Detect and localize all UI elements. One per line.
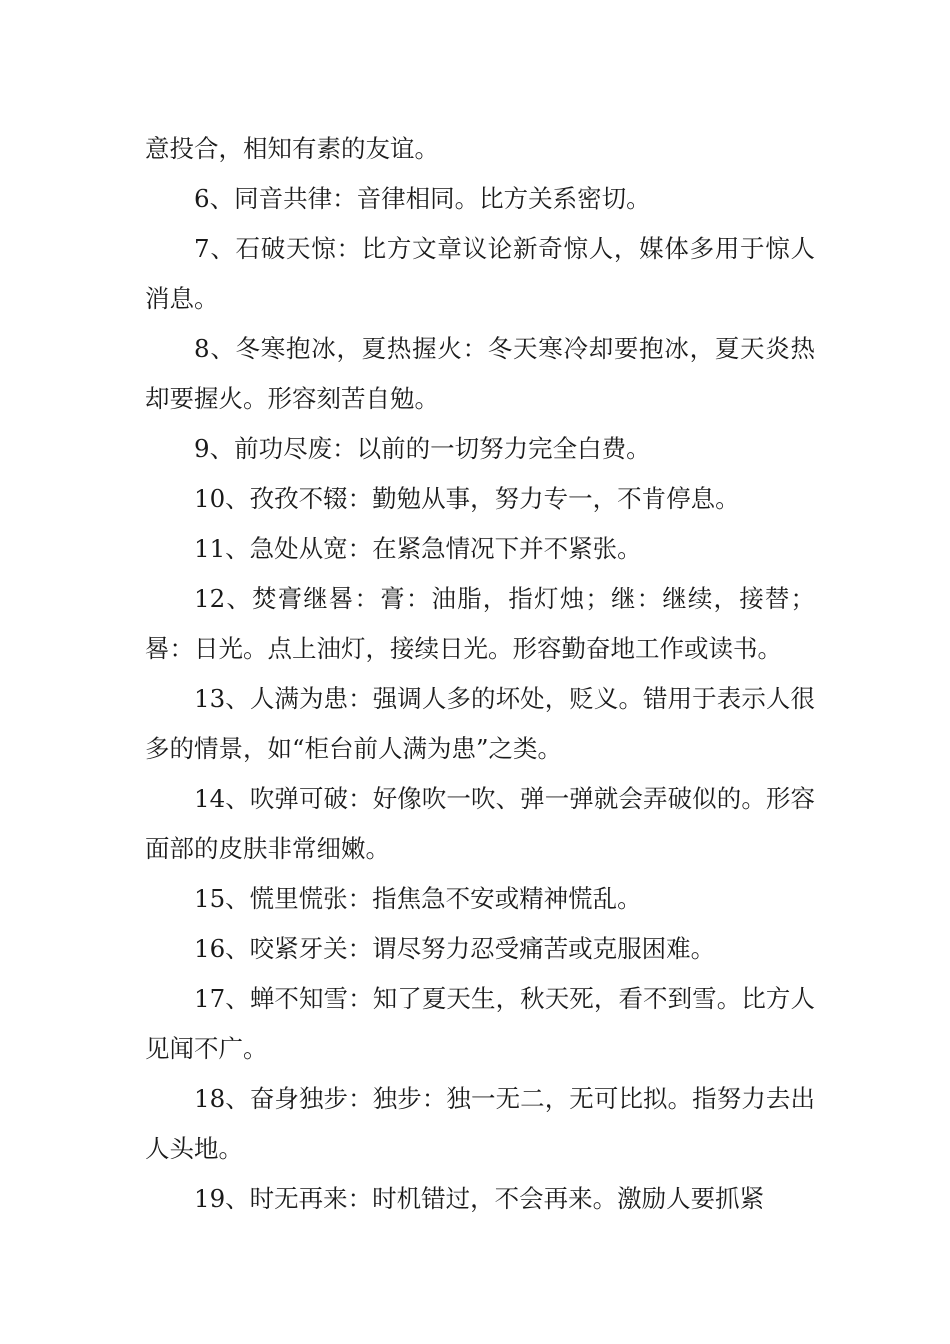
idiom-entry-12: 12、焚膏继晷：膏：油脂，指灯烛；继：继续，接替；晷：日光。点上油灯，接续日光。形容勤奋地工作或读书。 — [145, 584, 815, 663]
idiom-entry-14: 14、吹弹可破：好像吹一吹、弹一弹就会弄破似的。形容面部的皮肤非常细嫩。 — [145, 784, 815, 863]
idiom-entry-13: 13、人满为患：强调人多的坏处，贬义。错用于表示人很多的情景，如“柜台前人满为患”之类。 — [145, 684, 815, 763]
idiom-entry-19: 19、时无再来：时机错过，不会再来。激励人要抓紧 — [194, 1184, 765, 1213]
idiom-entry-11: 11、急处从宽：在紧急情况下并不紧张。 — [194, 534, 642, 563]
idiom-entry-10: 10、孜孜不辍：勤勉从事，努力专一，不肯停息。 — [194, 484, 740, 513]
idiom-entry-18: 18、奋身独步：独步：独一无二，无可比拟。指努力去出人头地。 — [145, 1084, 815, 1163]
document-body — [145, 124, 815, 1224]
idiom-entry-8: 8、冬寒抱冰，夏热握火：冬天寒冷却要抱冰，夏天炎热却要握火。形容刻苦自勉。 — [145, 334, 815, 413]
idiom-entry-9: 9、前功尽废：以前的一切努力完全白费。 — [194, 434, 651, 463]
idiom-entry-16: 16、咬紧牙关：谓尽努力忍受痛苦或克服困难。 — [194, 934, 716, 963]
idiom-entry-15: 15、慌里慌张：指焦急不安或精神慌乱。 — [194, 884, 642, 913]
idiom-entry-6: 6、同音共律：音律相同。比方关系密切。 — [194, 184, 651, 213]
idiom-entry-7: 7、石破天惊：比方文章议论新奇惊人，媒体多用于惊人消息。 — [145, 234, 815, 313]
paragraph-continuation: 意投合，相知有素的友谊。 — [145, 134, 439, 163]
idiom-entry-17: 17、蝉不知雪：知了夏天生，秋天死，看不到雪。比方人见闻不广。 — [145, 984, 815, 1063]
